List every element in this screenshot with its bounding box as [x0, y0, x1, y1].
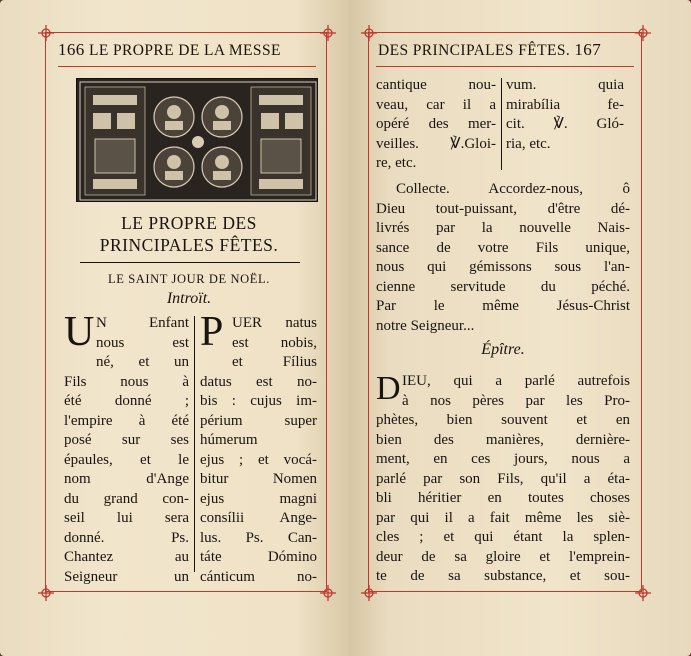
text-line: né, et un — [96, 354, 189, 370]
running-head-right — [378, 40, 601, 60]
text-line: deur de sa gloire et l'emprein- — [376, 548, 630, 565]
corner-ornament-icon — [361, 25, 377, 41]
engraving-icon — [77, 79, 319, 203]
text-line: bitur Nomen — [200, 471, 317, 487]
feast-subtitle: LE SAINT JOUR DE NOËL. — [108, 272, 270, 286]
collecte-paragraph — [376, 180, 630, 336]
text-line: notre Seigneur... — [376, 317, 475, 334]
engraving-illustration — [76, 78, 318, 202]
running-head-text: LE PROPRE DE LA MESSE — [88, 42, 281, 59]
text-line: donné. Ps. — [64, 529, 189, 546]
section-title — [60, 212, 318, 256]
text-line: épaules, et le — [64, 451, 189, 468]
column-divider — [194, 316, 195, 572]
text-line: et Fílius — [232, 354, 317, 370]
header-rule — [376, 66, 634, 67]
text-line: phètes, bien souvent et en — [376, 412, 630, 428]
text-line: UER natus — [232, 315, 317, 331]
text-line: à nos pères par les Pro- — [402, 392, 630, 409]
text-line: par qui il a fait même les siè- — [376, 509, 630, 526]
text-line: Collecte. Accordez-nous, ô — [396, 181, 630, 197]
title-rule — [80, 262, 300, 263]
text-line: ment, en ces jours, nous a — [376, 451, 630, 467]
corner-ornament-icon — [320, 585, 336, 601]
text-line: húmerum — [200, 432, 258, 448]
text-line: périum super — [200, 412, 317, 429]
right-page — [348, 0, 691, 656]
text-line: Fils nous à — [64, 373, 189, 390]
corner-ornament-icon — [320, 25, 336, 41]
introit-latin-continuation — [506, 76, 624, 154]
text-line: Seigneur un — [64, 568, 189, 585]
text-line: du grand con- — [64, 490, 189, 507]
text-line: ejus magni — [200, 490, 317, 507]
text-line: nous qui gémissons sous l'an- — [376, 259, 630, 275]
text-line: IEU, qui a parlé autrefois — [402, 373, 630, 389]
corner-ornament-icon — [38, 585, 54, 601]
text-line: mirabília fe- — [506, 96, 624, 113]
text-line: re, etc. — [376, 155, 417, 171]
text-line: Chantez au — [64, 549, 189, 565]
text-line: cles ; et qui étant la splen- — [376, 529, 630, 545]
text-line: livrés par la nouvelle Nais- — [376, 220, 630, 236]
epitre-paragraph — [376, 372, 630, 587]
text-line: parlé par son Fils, qu'il a éta- — [376, 470, 630, 487]
text-line: cit. ℣. Gló- — [506, 116, 624, 132]
running-head-left — [58, 40, 281, 60]
text-line: nom d'Ange — [64, 471, 189, 487]
text-line: datus est no- — [200, 373, 317, 390]
epitre-heading: Épître. — [481, 341, 525, 358]
text-line: ejus ; et vocá- — [200, 451, 317, 468]
page-number: 166 — [58, 40, 85, 59]
text-line: lus. Ps. Can- — [200, 529, 317, 546]
text-line: sance de votre Fils unique, — [376, 239, 630, 256]
corner-ornament-icon — [635, 585, 651, 601]
text-line: cantique nou- — [376, 77, 496, 93]
text-line: bis : cujus im- — [200, 393, 317, 409]
text-line: cánticum no- — [200, 568, 317, 585]
corner-ornament-icon — [635, 25, 651, 41]
dropcap-u: U — [64, 309, 95, 355]
introit-french-continuation — [376, 76, 496, 174]
text-line: nous est — [96, 334, 189, 351]
column-divider — [501, 78, 502, 170]
text-line: été donné ; — [64, 393, 189, 409]
text-line: ria, etc. — [506, 135, 551, 152]
text-line: N Enfant — [96, 315, 189, 331]
text-line: veau, car il a — [376, 96, 496, 113]
introit-heading: Introït. — [166, 290, 212, 307]
page-number: 167 — [574, 40, 602, 59]
text-line: est nobis, — [232, 334, 317, 351]
text-line: bli héritier en toutes choses — [376, 490, 630, 506]
text-line: bien des manières, dernière- — [376, 431, 630, 448]
title-line-2: PRINCIPALES FÊTES. — [99, 235, 279, 255]
introit-latin-column — [200, 309, 317, 587]
text-line: táte Dómino — [200, 549, 317, 565]
text-line: consílii Ange- — [200, 510, 317, 526]
corner-ornament-icon — [38, 25, 54, 41]
text-line: te de sa substance, et sou- — [376, 568, 630, 584]
dropcap-d: D — [376, 370, 401, 407]
running-head-text: DES PRINCIPALES FÊTES. — [378, 42, 571, 59]
corner-ornament-icon — [361, 585, 377, 601]
text-line: posé sur ses — [64, 432, 189, 448]
text-line: l'empire à été — [64, 412, 189, 429]
text-line: cienne servitude du péché. — [376, 278, 630, 295]
text-line: opéré des mer- — [376, 116, 496, 132]
text-line: seil lui sera — [64, 510, 189, 526]
dropcap-p: P — [200, 309, 224, 355]
introit-french-column — [64, 309, 189, 587]
title-line-1: LE PROPRE DES — [121, 213, 257, 233]
text-line: Dieu tout-puissant, d'être dé- — [376, 200, 630, 217]
text-line: veilles. ℣.Gloi- — [376, 135, 496, 152]
text-line: vum. quia — [506, 77, 624, 93]
text-line: Par le même Jésus-Christ — [376, 298, 630, 314]
header-rule — [58, 66, 316, 67]
